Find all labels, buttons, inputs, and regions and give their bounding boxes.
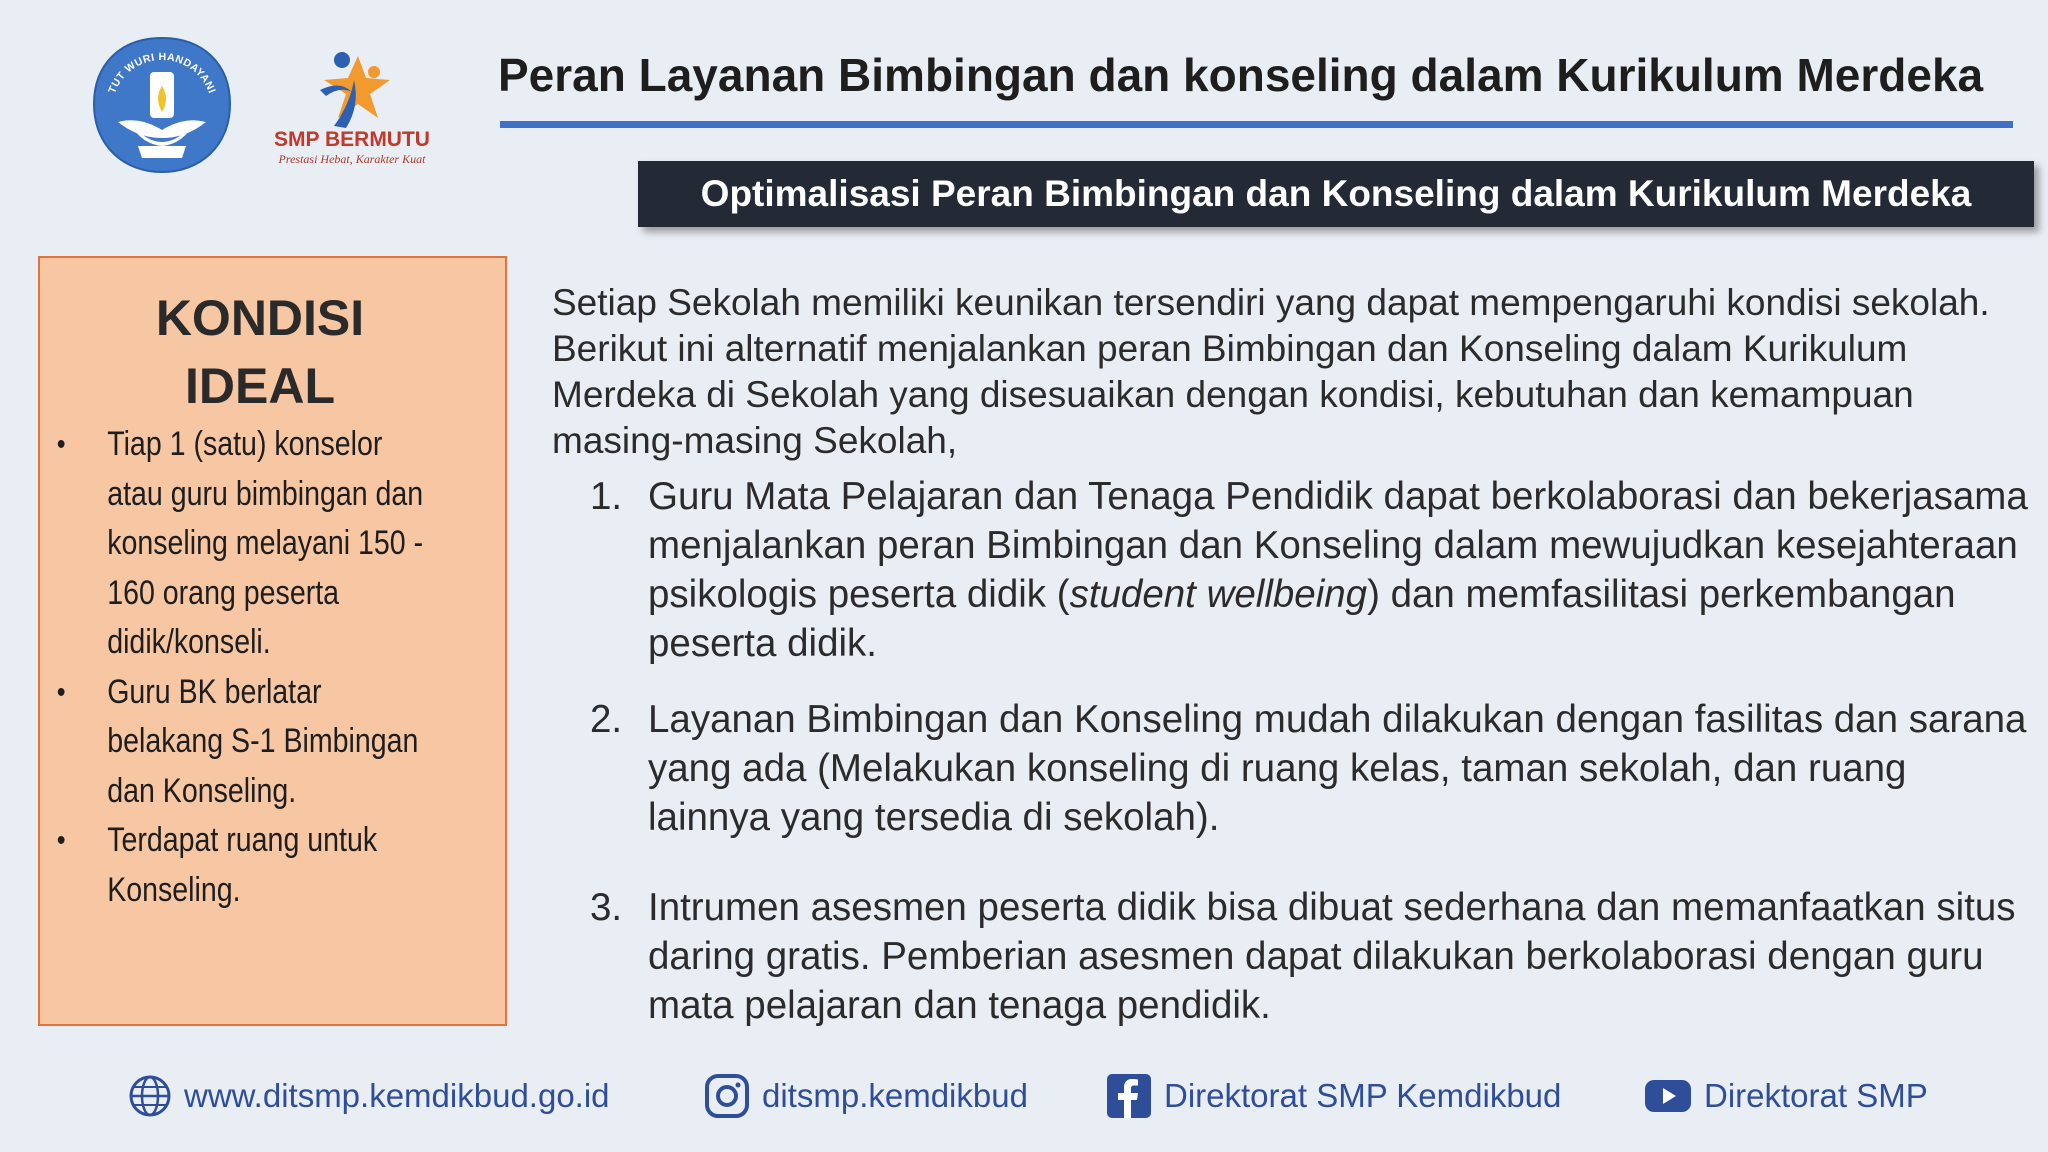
subtitle-text: Optimalisasi Peran Bimbingan dan Konseling dalam Kurikulum Merdeka	[700, 173, 1972, 214]
footer-website-label: www.ditsmp.kemdikbud.go.id	[184, 1077, 610, 1114]
globe-icon	[128, 1074, 172, 1118]
kondisi-item-text: Terdapat ruang untuk Konseling.	[107, 821, 378, 909]
item-text	[648, 472, 2028, 668]
youtube-icon	[1644, 1076, 1692, 1116]
footer-youtube[interactable]	[1644, 1070, 1928, 1122]
item-number: 3.	[590, 886, 623, 929]
item-text: Layanan Bimbingan dan Konseling mudah dilakukan dengan fasilitas dan sarana yang ada (Melakukan konseling di ruang kelas, taman sekolah, dan ruang lainnya yang tersedia di sekolah).	[648, 698, 2027, 839]
bullet-icon: •	[56, 428, 66, 461]
bullet-icon: •	[56, 824, 66, 857]
kondisi-item-text: Guru BK berlatar belakang S-1 Bimbingan dan Konseling.	[107, 672, 419, 810]
subtitle-banner	[638, 161, 2034, 227]
smp-logo-tagline: Prestasi Hebat, Karakter Kuat	[278, 152, 426, 166]
kondisi-item	[40, 420, 435, 668]
kondisi-title	[40, 284, 480, 420]
kondisi-item	[40, 668, 435, 817]
item-text-part: Guru Mata Pelajaran dan Tenaga Pendidik dapat berkolaborasi dan bekerjasama menjalankan peran Bimbingan dan Konseling dalam mewujudkan kesejahteraan psikologis peserta didik (	[648, 475, 2028, 616]
item-number: 1.	[590, 475, 623, 518]
instagram-icon	[704, 1073, 750, 1119]
kondisi-item	[40, 816, 435, 915]
kondisi-title-line1: KONDISI	[155, 290, 365, 346]
bullet-icon: •	[56, 675, 66, 709]
page-title: Peran Layanan Bimbingan dan konseling dalam Kurikulum Merdeka	[498, 49, 1984, 101]
footer-facebook-label: Direktorat SMP Kemdikbud	[1164, 1077, 1562, 1114]
kondisi-ideal-box	[38, 256, 507, 1026]
footer-youtube-label: Direktorat SMP	[1704, 1077, 1928, 1114]
kondisi-item-text: Tiap 1 (satu) konselor atau guru bimbingan dan konseling melayani 150 - 160 orang peserta didik/konseli.	[107, 425, 424, 661]
footer-instagram[interactable]	[704, 1070, 1028, 1122]
intro-paragraph: Setiap Sekolah memiliki keunikan tersendiri yang dapat mempengaruhi kondisi sekolah. Berikut ini alternatif menjalankan peran Bimbingan dan Konseling dalam Kurikulum Merdeka di Sekolah yang disesuaikan dengan kondisi, kebutuhan dan kemampuan masing-masing Sekolah,	[552, 282, 1990, 461]
tut-wuri-handayani-logo	[88, 34, 236, 176]
footer-facebook[interactable]	[1106, 1070, 1561, 1122]
footer-website[interactable]	[128, 1070, 610, 1122]
footer-instagram-label: ditsmp.kemdikbud	[762, 1077, 1028, 1114]
title-underline	[500, 121, 2013, 128]
item-text-part: ) dan memfasilitasi perkembangan peserta didik.	[648, 573, 1956, 665]
item-number: 2.	[590, 698, 623, 741]
item-text-italic: student wellbeing	[1069, 573, 1368, 616]
kondisi-title-line2: IDEAL	[185, 358, 335, 414]
facebook-icon	[1106, 1073, 1152, 1119]
logo-motto: TUT WURI HANDAYANI	[106, 50, 218, 96]
item-text: Intrumen asesmen peserta didik bisa dibuat sederhana dan memanfaatkan situs daring gratis. Pemberian asesmen dapat dilakukan berkolaborasi dengan guru mata pelajaran dan tenaga pendidik.	[648, 886, 2016, 1027]
smp-logo-name: SMP BERMUTU	[274, 128, 430, 151]
kondisi-list	[40, 420, 480, 915]
